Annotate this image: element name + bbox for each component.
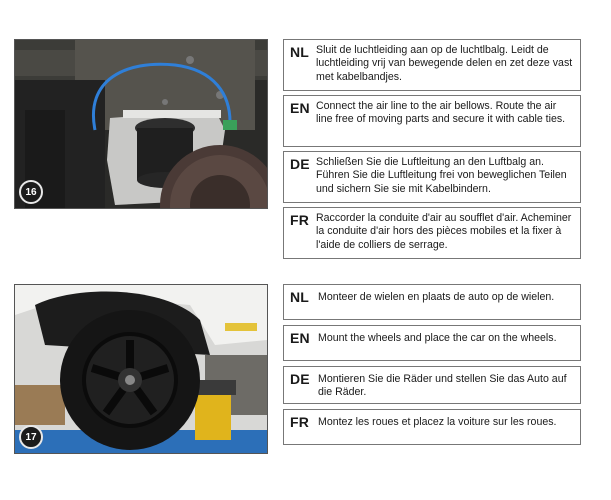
language-code: EN bbox=[290, 100, 310, 116]
instruction-text: Schließen Sie die Luftleitung an den Luftbalg an. Führen Sie die Luftleitung frei von beweglichen Teilen und sichern Sie sie mit Kabelbindern. bbox=[316, 156, 567, 195]
language-code: NL bbox=[290, 44, 310, 60]
instruction-text: Raccorder la conduite d'air au soufflet d'air. Acheminer la conduite d'air hors des pièces mobiles et la fixer à l'aide de colliers de serrage. bbox=[316, 212, 572, 251]
instruction-box-de bbox=[283, 366, 581, 404]
step-16-photo bbox=[14, 39, 268, 209]
instruction-box-en bbox=[283, 325, 581, 361]
step-17-photo bbox=[14, 284, 268, 454]
language-code: FR bbox=[290, 414, 310, 430]
instruction-box-fr bbox=[283, 409, 581, 445]
instruction-text: Montieren Sie die Räder und stellen Sie das Auto auf die Räder. bbox=[318, 373, 567, 399]
wheel-on-lift-photo-icon bbox=[15, 285, 267, 453]
instruction-box-fr bbox=[283, 207, 581, 259]
instruction-text: Sluit de luchtleiding aan op de luchtlbalg. Leidt de luchtleiding vrij van bewegende delen en zet deze vast met kabelbandjes. bbox=[316, 44, 573, 83]
step-number-badge: 16 bbox=[19, 180, 43, 204]
instruction-text: Montez les roues et placez la voiture sur les roues. bbox=[318, 416, 557, 428]
language-code: NL bbox=[290, 289, 310, 305]
instruction-box-nl bbox=[283, 39, 581, 91]
language-code: EN bbox=[290, 330, 310, 346]
instruction-box-en bbox=[283, 95, 581, 147]
air-bellows-mounting-photo-icon bbox=[15, 40, 267, 208]
instruction-box-de bbox=[283, 151, 581, 203]
instruction-text: Monteer de wielen en plaats de auto op de wielen. bbox=[318, 291, 555, 303]
language-code: DE bbox=[290, 371, 310, 387]
instruction-box-nl bbox=[283, 284, 581, 320]
instruction-text: Connect the air line to the air bellows. Route the air line free of moving parts and secure it with cable ties. bbox=[316, 100, 566, 126]
step-number-badge: 17 bbox=[19, 425, 43, 449]
language-code: FR bbox=[290, 212, 310, 228]
instruction-text: Mount the wheels and place the car on the wheels. bbox=[318, 332, 557, 344]
language-code: DE bbox=[290, 156, 310, 172]
